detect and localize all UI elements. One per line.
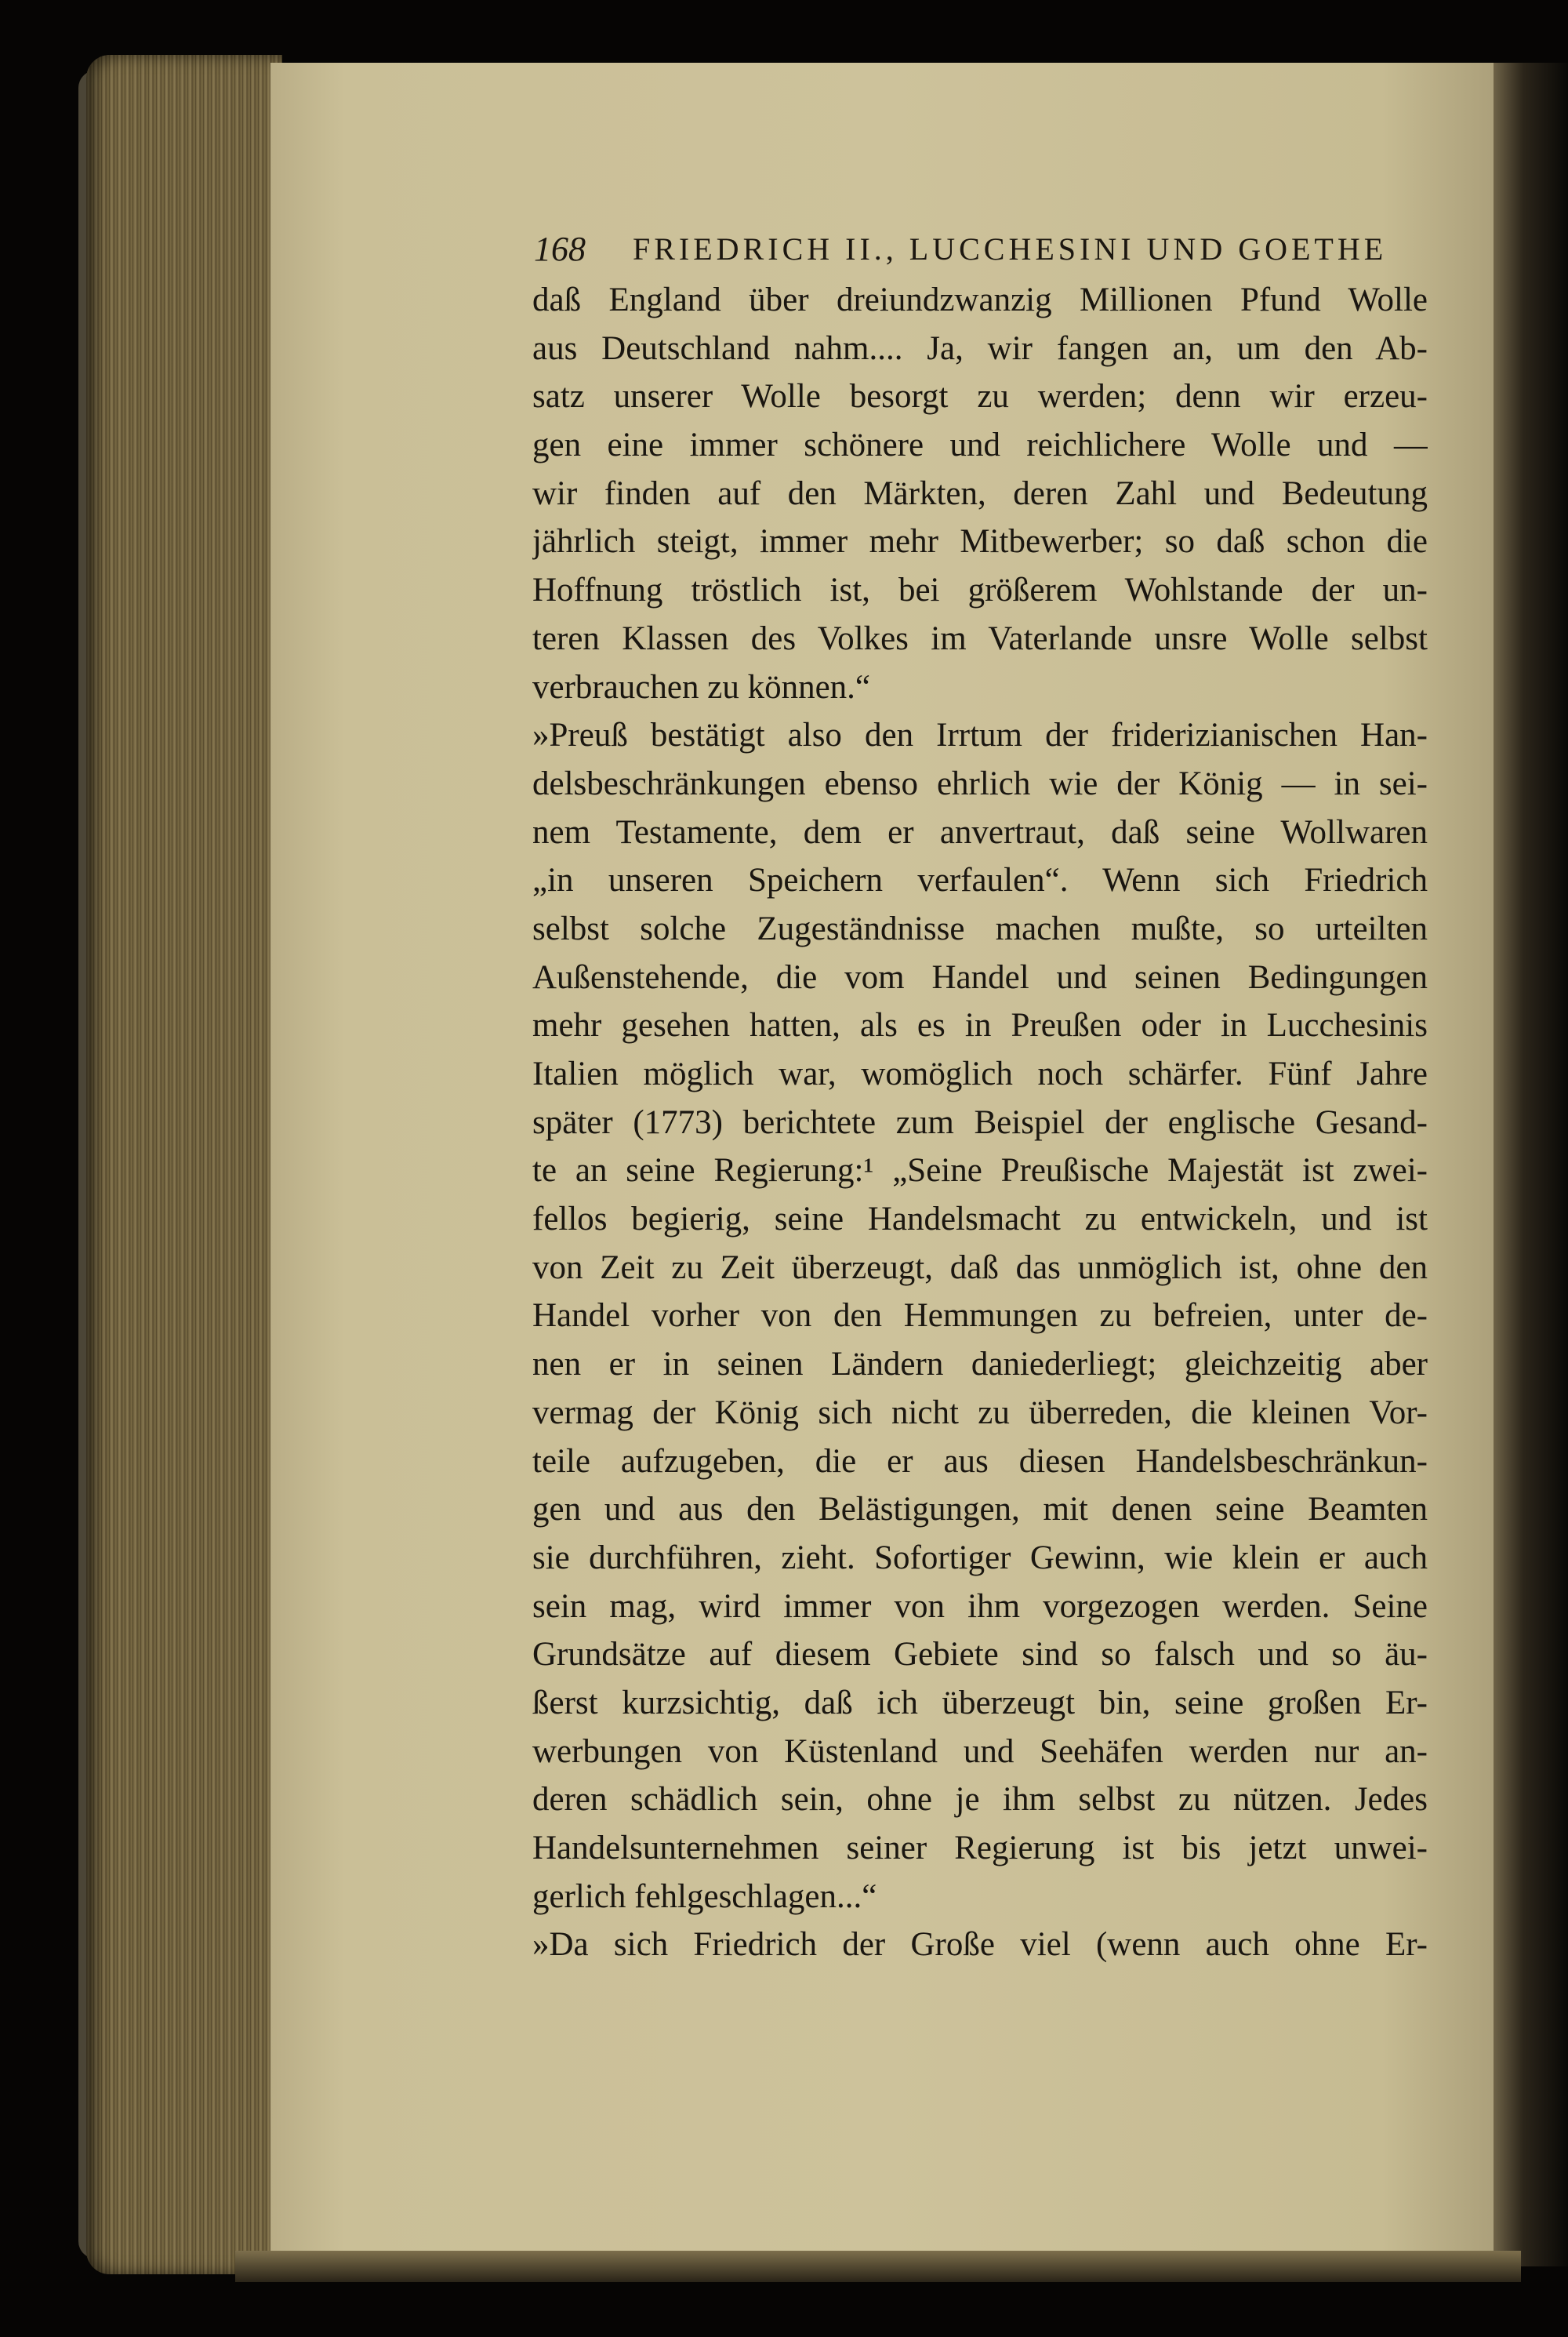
text-line: sie durchführen, zieht. Sofortiger Gewinn, wie klein er auch (532, 1539, 1428, 1576)
text-line: Außenstehende, die vom Handel und seinen Bedingungen (532, 958, 1428, 996)
text-line: ßerst kurzsichtig, daß ich überzeugt bin, seine großen Er- (532, 1684, 1428, 1721)
text-line: wir finden auf den Märkten, deren Zahl und Bedeutung (532, 474, 1428, 512)
text-line: nem Testamente, dem er anvertraut, daß seine Wollwaren (532, 813, 1428, 851)
text-line: vermag der König sich nicht zu überreden, die kleinen Vor- (532, 1394, 1428, 1431)
text-line: satz unserer Wolle besorgt zu werden; denn wir erzeu- (532, 378, 1428, 416)
text-line: teren Klassen des Volkes im Vaterlande unsre Wolle selbst (532, 620, 1428, 657)
text-line: selbst solche Zugeständnisse machen mußte, so urteilten (532, 910, 1428, 947)
page-header (534, 226, 1388, 273)
text-line: delsbeschränkungen ebenso ehrlich wie der König — in sei- (532, 765, 1428, 802)
page-gutter (1494, 63, 1568, 2266)
text-line: deren schädlich sein, ohne je ihm selbst zu nützen. Jedes (532, 1781, 1428, 1819)
text-line: „in unseren Speichern verfaulen“. Wenn sich Friedrich (532, 862, 1428, 900)
text-line: werbungen von Küstenland und Seehäfen werden nur an- (532, 1732, 1428, 1770)
page-bottom-edge (235, 2251, 1521, 2282)
text-line: te an seine Regierung:¹ „Seine Preußische Majestät ist zwei- (532, 1152, 1428, 1190)
text-line: fellos begierig, seine Handelsmacht zu entwickeln, und ist (532, 1201, 1428, 1238)
text-line: »Da sich Friedrich der Große viel (wenn auch ohne Er- (532, 1926, 1428, 1964)
text-line: Italien möglich war, womöglich noch schärfer. Fünf Jahre (532, 1056, 1428, 1092)
text-line: Grundsätze auf diesem Gebiete sind so falsch und so äu- (532, 1636, 1428, 1674)
text-line: von Zeit zu Zeit überzeugt, daß das unmöglich ist, ohne den (532, 1248, 1428, 1286)
text-line: Handel vorher von den Hemmungen zu befreien, unter de- (532, 1297, 1428, 1335)
text-line: gen und aus den Belästigungen, mit denen seine Beamten (532, 1491, 1428, 1528)
text-line: verbrauchen zu können.“ (532, 668, 870, 706)
text-line: später (1773) berichtete zum Beispiel der englische Gesand- (532, 1103, 1428, 1141)
text-line: sein mag, wird immer von ihm vorgezogen werden. Seine (532, 1587, 1428, 1625)
text-line: mehr gesehen hatten, als es in Preußen oder in Lucchesinis (532, 1007, 1428, 1045)
page-number: 168 (534, 230, 586, 268)
text-line: aus Deutschland nahm.... Ja, wir fangen an, um den Ab- (532, 329, 1428, 367)
body-text (532, 276, 1428, 1969)
text-line: gen eine immer schönere und reichlichere Wolle und — (532, 427, 1428, 464)
text-line: jährlich steigt, immer mehr Mitbewerber; so daß schon die (532, 523, 1428, 561)
page-edges (86, 55, 282, 2274)
text-line: Handelsunternehmen seiner Regierung ist bis jetzt unwei- (532, 1830, 1428, 1866)
running-head: FRIEDRICH II., LUCCHESINI UND GOETHE (633, 231, 1388, 267)
text-line: teile aufzugeben, die er aus diesen Handelsbeschränkun- (532, 1442, 1428, 1480)
text-line: daß England über dreiundzwanzig Millionen Pfund Wolle (532, 282, 1428, 318)
text-line: »Preuß bestätigt also den Irrtum der friderizianischen Han- (532, 717, 1428, 754)
text-line: gerlich fehlgeschlagen...“ (532, 1877, 877, 1915)
text-line: nen er in seinen Ländern daniederliegt; gleichzeitig aber (532, 1346, 1428, 1383)
text-line: Hoffnung tröstlich ist, bei größerem Wohlstande der un- (532, 572, 1428, 609)
